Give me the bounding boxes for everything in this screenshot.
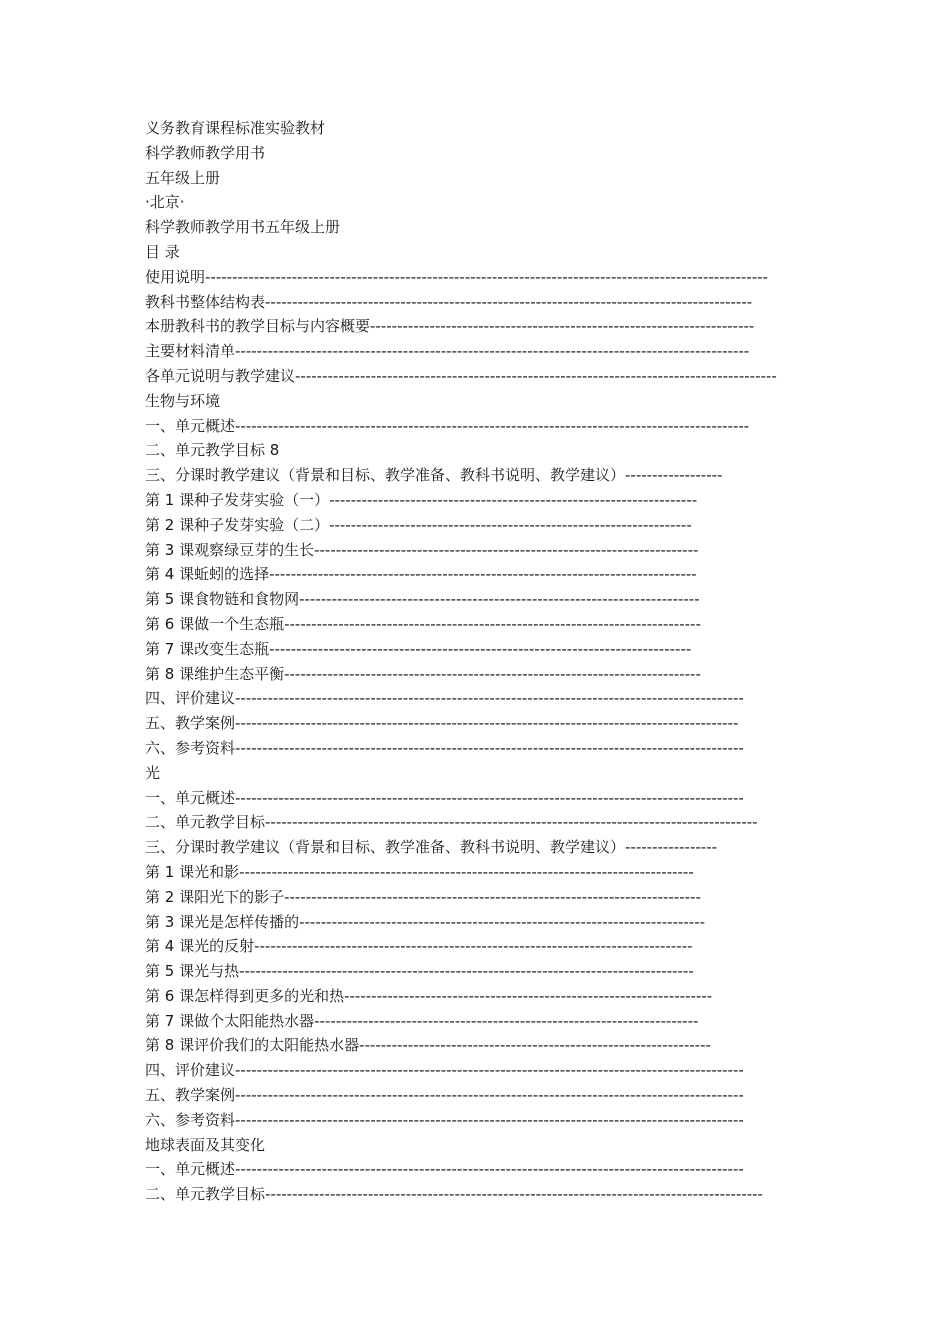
toc-entry xyxy=(145,1009,845,1034)
toc-dot-leader: ---------------------------------------------------------------------------------------------- xyxy=(235,738,744,757)
toc-entry xyxy=(145,1033,845,1058)
toc-entry xyxy=(145,612,845,637)
toc-dot-leader: -------------------------------------------------------------------------------------------- xyxy=(265,1185,763,1204)
toc-dot-leader: ----------------------------------------------------------------------- xyxy=(370,317,755,336)
toc-entry-label: 第 8 课维护生态平衡 xyxy=(145,664,285,683)
table-of-contents xyxy=(145,265,845,1207)
toc-entry-label: 第 4 课蚯蚓的选择 xyxy=(145,565,270,584)
toc-entry xyxy=(145,910,845,935)
toc-entry-label: 四、评价建议 xyxy=(145,1061,236,1080)
toc-entry-label: 第 2 课种子发芽实验（二） xyxy=(145,515,330,534)
toc-entry xyxy=(145,562,845,587)
toc-entry xyxy=(145,1083,845,1108)
toc-entry xyxy=(145,934,845,959)
toc-entry xyxy=(145,885,845,910)
header-line: 义务教育课程标准实验教材 xyxy=(145,119,326,137)
toc-entry-label: 第 5 课食物链和食物网 xyxy=(145,590,300,609)
toc-entry-label: 一、单元概述 xyxy=(145,788,236,807)
toc-dot-leader: ------------------------------------------------------------------------------ xyxy=(269,639,692,658)
toc-dot-leader: -------------------------------------------------------------------------- xyxy=(299,590,700,609)
toc-entry xyxy=(145,538,845,563)
toc-entry xyxy=(145,736,845,761)
toc-entry xyxy=(145,463,845,488)
header-line: 科学教师教学用书五年级上册 xyxy=(145,218,341,237)
header-line: 目 录 xyxy=(145,242,180,261)
toc-entry xyxy=(145,1157,845,1182)
toc-entry-label: 三、分课时教学建议（背景和目标、教学准备、教科书说明、教学建议） xyxy=(145,838,626,857)
toc-entry xyxy=(145,1108,845,1133)
document-page xyxy=(145,116,845,1207)
toc-entry xyxy=(145,835,845,860)
toc-entry-label: 第 7 课改变生态瓶 xyxy=(145,639,270,658)
toc-entry xyxy=(145,959,845,984)
toc-entry xyxy=(145,662,845,687)
toc-entry xyxy=(145,1133,845,1158)
toc-entry-label: 生物与环境 xyxy=(145,391,221,410)
toc-entry xyxy=(145,637,845,662)
toc-entry-label: 第 2 课阳光下的影子 xyxy=(145,887,285,906)
toc-entry-label: 二、单元教学目标 xyxy=(145,813,266,832)
toc-entry-label: 第 7 课做个太阳能热水器 xyxy=(145,1011,315,1030)
toc-entry-label: 六、参考资料 xyxy=(145,1110,236,1129)
toc-dot-leader: ----------------------------------------------------------------------------- xyxy=(284,664,701,683)
toc-dot-leader: ------------------------------------------------------------------------------------------ xyxy=(265,292,753,311)
document-header xyxy=(145,116,845,265)
toc-entry-label: 一、单元概述 xyxy=(145,1160,236,1179)
toc-entry-label: 二、单元教学目标 8 xyxy=(145,441,280,460)
toc-entry-label: 本册教科书的教学目标与内容概要 xyxy=(145,317,371,336)
toc-entry-label: 二、单元教学目标 xyxy=(145,1185,266,1204)
toc-dot-leader: ---------------------------------------------------------------------------------------------- xyxy=(235,689,744,708)
toc-entry-label: 四、评价建议 xyxy=(145,689,236,708)
toc-entry-label: 五、教学案例 xyxy=(145,1086,236,1105)
toc-dot-leader: --------------------------------------------------------------------------- xyxy=(299,912,706,931)
toc-dot-leader: ------------------------------------------------------------------- xyxy=(329,515,692,534)
toc-dot-leader: ----------------------------------------------------------------------------- xyxy=(284,887,701,906)
toc-dot-leader: ------------------------------------------------------------------------------------------- xyxy=(265,813,758,832)
header-line: ·北京· xyxy=(145,193,185,212)
toc-entry xyxy=(145,290,845,315)
toc-entry xyxy=(145,984,845,1009)
toc-dot-leader: ---------------------------------------------------------------------------------------------- xyxy=(235,788,744,807)
toc-entry xyxy=(145,587,845,612)
toc-dot-leader: ----------------------------------------------------------------------------------------- xyxy=(295,366,777,385)
toc-entry-label: 第 4 课光的反射 xyxy=(145,937,255,956)
toc-dot-leader: ---------------------------------------------------------------------------------------------- xyxy=(235,1160,744,1179)
toc-entry-label: 第 3 课观察绿豆芽的生长 xyxy=(145,540,315,559)
toc-entry xyxy=(145,265,845,290)
toc-entry xyxy=(145,364,845,389)
toc-entry-label: 一、单元概述 xyxy=(145,416,236,435)
toc-entry xyxy=(145,1058,845,1083)
toc-entry-label: 使用说明 xyxy=(145,267,206,286)
toc-dot-leader: ---------------------------------------------------------------------------------------------- xyxy=(235,1086,744,1105)
toc-entry-label: 地球表面及其变化 xyxy=(145,1135,266,1154)
toc-entry-label: 教科书整体结构表 xyxy=(145,292,266,311)
toc-dot-leader: ----------------------------------------------------------------- xyxy=(359,1036,711,1055)
toc-dot-leader: ------------------------------------------------------------------------------------ xyxy=(239,962,694,981)
toc-entry-label: 第 8 课评价我们的太阳能热水器 xyxy=(145,1036,360,1055)
toc-dot-leader: ------------------ xyxy=(625,466,723,485)
toc-entry xyxy=(145,686,845,711)
header-line: 五年级上册 xyxy=(145,168,221,187)
toc-entry-label: 五、教学案例 xyxy=(145,714,236,733)
toc-entry xyxy=(145,761,845,786)
toc-entry-label: 第 5 课光与热 xyxy=(145,962,240,981)
toc-entry xyxy=(145,786,845,811)
toc-entry-label: 主要材料清单 xyxy=(145,342,236,361)
toc-dot-leader: ----------------------------------------------------------------------- xyxy=(314,1011,699,1030)
toc-entry-label: 各单元说明与教学建议 xyxy=(145,366,296,385)
toc-dot-leader: -------------------------------------------------------------------- xyxy=(344,986,713,1005)
toc-dot-leader: ------------------------------------------------------------------------------------ xyxy=(239,862,694,881)
toc-entry-label: 光 xyxy=(145,763,161,782)
toc-dot-leader: ----------------------------------------------------------------------------------------------- xyxy=(235,342,750,361)
toc-dot-leader: -------------------------------------------------------------------------------------------------------- xyxy=(205,267,768,286)
toc-dot-leader: -------------------------------------------------------------------- xyxy=(329,490,698,509)
toc-dot-leader: ----------------------------------------------------------------------- xyxy=(314,540,699,559)
toc-entry xyxy=(145,438,845,463)
toc-entry xyxy=(145,339,845,364)
toc-entry-label: 第 6 课怎样得到更多的光和热 xyxy=(145,986,345,1005)
toc-dot-leader: ----------------- xyxy=(625,838,718,857)
toc-entry xyxy=(145,488,845,513)
toc-entry xyxy=(145,389,845,414)
toc-dot-leader: ----------------------------------------------------------------------------------------------- xyxy=(235,416,750,435)
toc-dot-leader: ---------------------------------------------------------------------------------------------- xyxy=(235,1061,744,1080)
toc-dot-leader: ---------------------------------------------------------------------------------------------- xyxy=(235,1110,744,1129)
toc-entry xyxy=(145,1182,845,1207)
toc-entry-label: 第 1 课种子发芽实验（一） xyxy=(145,490,330,509)
toc-entry xyxy=(145,810,845,835)
toc-dot-leader: --------------------------------------------------------------------------------------------- xyxy=(235,714,739,733)
toc-dot-leader: ------------------------------------------------------------------------------- xyxy=(269,565,697,584)
toc-entry-label: 第 1 课光和影 xyxy=(145,862,240,881)
toc-entry-label: 第 6 课做一个生态瓶 xyxy=(145,614,285,633)
toc-entry xyxy=(145,711,845,736)
toc-entry-label: 六、参考资料 xyxy=(145,738,236,757)
toc-entry-label: 第 3 课光是怎样传播的 xyxy=(145,912,300,931)
toc-dot-leader: --------------------------------------------------------------------------------- xyxy=(254,937,693,956)
toc-entry xyxy=(145,414,845,439)
toc-entry xyxy=(145,513,845,538)
toc-entry-label: 三、分课时教学建议（背景和目标、教学准备、教科书说明、教学建议） xyxy=(145,466,626,485)
toc-entry xyxy=(145,314,845,339)
header-line: 科学教师教学用书 xyxy=(145,143,266,162)
toc-entry xyxy=(145,860,845,885)
toc-dot-leader: ----------------------------------------------------------------------------- xyxy=(284,614,701,633)
